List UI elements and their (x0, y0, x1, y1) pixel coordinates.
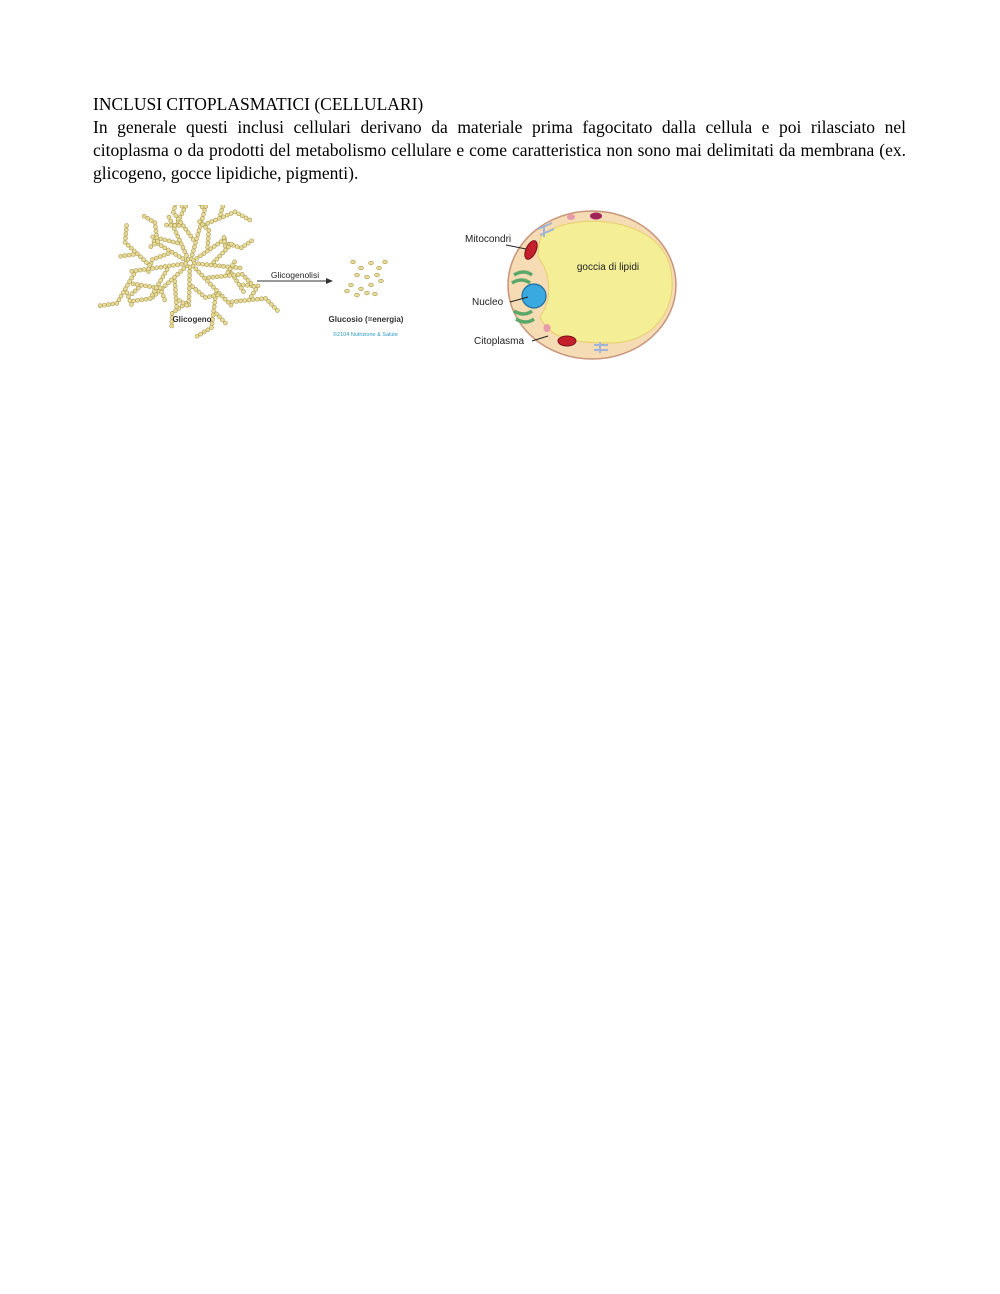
watermark-text: ©2104 Nutrizione & Salute (333, 332, 398, 338)
glucose-label: Glucosio (=energia) (328, 315, 404, 324)
vesicle-icon (590, 213, 602, 220)
mitochondrion-icon (558, 336, 576, 346)
glucose-molecules (345, 260, 388, 297)
goccia-label: goccia di lipidi (576, 262, 640, 273)
citoplasma-label: Citoplasma (474, 336, 525, 347)
adipocyte-figure (460, 205, 685, 365)
glycogen-figure (95, 205, 415, 345)
nucleus (522, 284, 546, 308)
document-title: INCLUSI CITOPLASMATICI (CELLULARI) (93, 94, 424, 114)
glycogen-diagram (95, 205, 415, 345)
adipocyte-diagram (460, 205, 685, 365)
document-page (93, 93, 906, 185)
vesicle-icon (567, 214, 575, 220)
glycogenolysis-arrow-head (326, 278, 333, 284)
vesicle-icon (544, 324, 551, 332)
glycogenolysis-label: Glicogenolisi (270, 270, 320, 280)
lipid-droplet (538, 221, 672, 343)
glycogen-label: Glicogeno (172, 315, 212, 324)
mitocondri-label: Mitocondri (465, 234, 512, 245)
document-paragraph: In generale questi inclusi cellulari derivano da materiale prima fagocitato dalla cellula e poi rilasciato nel citoplasma o da prodotti del metabolismo cellulare e come caratteristica non sono mai delimitati da membrana (ex. glicogeno, gocce lipidiche, pigmenti). (93, 117, 906, 183)
nucleo-label: Nucleo (472, 297, 504, 308)
